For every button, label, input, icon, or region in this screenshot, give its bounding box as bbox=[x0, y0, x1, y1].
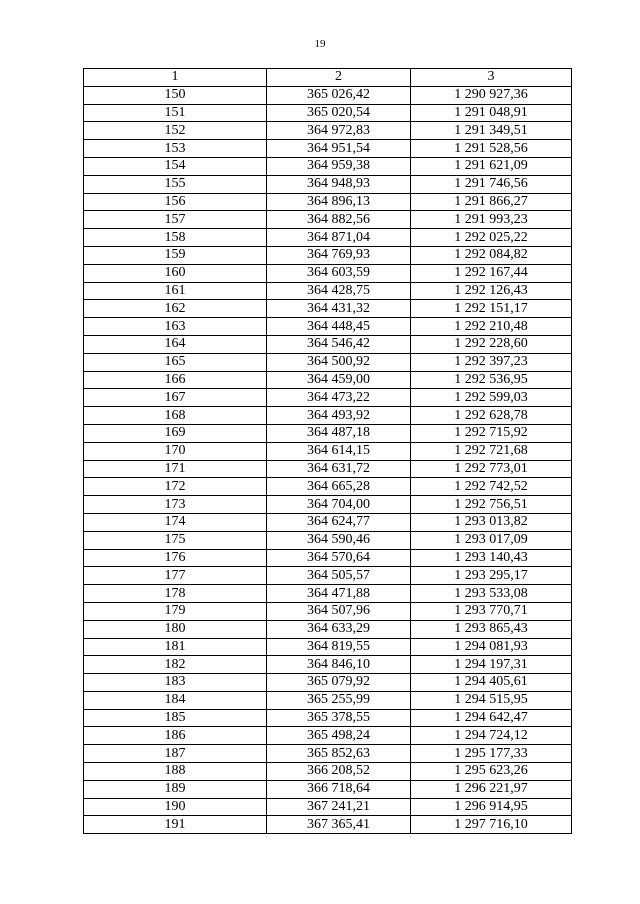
y-coordinate-cell: 1 292 025,22 bbox=[411, 229, 572, 247]
y-coordinate-cell: 1 292 397,23 bbox=[411, 353, 572, 371]
table-row bbox=[84, 300, 572, 318]
x-coordinate-cell: 364 471,88 bbox=[267, 585, 411, 603]
table-row bbox=[84, 763, 572, 781]
x-coordinate-cell: 367 365,41 bbox=[267, 816, 411, 834]
table-row bbox=[84, 460, 572, 478]
y-coordinate-cell: 1 294 515,95 bbox=[411, 691, 572, 709]
y-coordinate-cell: 1 293 013,82 bbox=[411, 513, 572, 531]
point-number-cell: 184 bbox=[84, 691, 267, 709]
point-number-cell: 170 bbox=[84, 442, 267, 460]
x-coordinate-cell: 364 507,96 bbox=[267, 602, 411, 620]
table-row bbox=[84, 478, 572, 496]
table-row bbox=[84, 620, 572, 638]
y-coordinate-cell: 1 292 628,78 bbox=[411, 407, 572, 425]
x-coordinate-cell: 364 972,83 bbox=[267, 122, 411, 140]
point-number-cell: 181 bbox=[84, 638, 267, 656]
table-row bbox=[84, 282, 572, 300]
y-coordinate-cell: 1 294 642,47 bbox=[411, 709, 572, 727]
point-number-cell: 169 bbox=[84, 424, 267, 442]
x-coordinate-cell: 364 624,77 bbox=[267, 513, 411, 531]
y-coordinate-cell: 1 293 533,08 bbox=[411, 585, 572, 603]
y-coordinate-cell: 1 292 599,03 bbox=[411, 389, 572, 407]
point-number-cell: 177 bbox=[84, 567, 267, 585]
x-coordinate-cell: 364 500,92 bbox=[267, 353, 411, 371]
x-coordinate-cell: 365 852,63 bbox=[267, 745, 411, 763]
table-row bbox=[84, 389, 572, 407]
y-coordinate-cell: 1 292 742,52 bbox=[411, 478, 572, 496]
y-coordinate-cell: 1 292 773,01 bbox=[411, 460, 572, 478]
table-row bbox=[84, 513, 572, 531]
point-number-cell: 190 bbox=[84, 798, 267, 816]
table-row bbox=[84, 104, 572, 122]
point-number-cell: 156 bbox=[84, 193, 267, 211]
y-coordinate-cell: 1 291 746,56 bbox=[411, 175, 572, 193]
x-coordinate-cell: 365 079,92 bbox=[267, 674, 411, 692]
x-coordinate-cell: 366 208,52 bbox=[267, 763, 411, 781]
point-number-cell: 150 bbox=[84, 86, 267, 104]
x-coordinate-cell: 364 769,93 bbox=[267, 246, 411, 264]
table-row bbox=[84, 798, 572, 816]
x-coordinate-cell: 365 498,24 bbox=[267, 727, 411, 745]
table-row bbox=[84, 674, 572, 692]
x-coordinate-cell: 364 448,45 bbox=[267, 318, 411, 336]
y-coordinate-cell: 1 293 295,17 bbox=[411, 567, 572, 585]
y-coordinate-cell: 1 296 914,95 bbox=[411, 798, 572, 816]
point-number-cell: 179 bbox=[84, 602, 267, 620]
y-coordinate-cell: 1 293 865,43 bbox=[411, 620, 572, 638]
x-coordinate-cell: 364 819,55 bbox=[267, 638, 411, 656]
point-number-cell: 151 bbox=[84, 104, 267, 122]
x-coordinate-cell: 364 882,56 bbox=[267, 211, 411, 229]
x-coordinate-cell: 364 473,22 bbox=[267, 389, 411, 407]
coordinates-table bbox=[83, 68, 572, 834]
point-number-cell: 186 bbox=[84, 727, 267, 745]
table-row bbox=[84, 353, 572, 371]
x-coordinate-cell: 364 871,04 bbox=[267, 229, 411, 247]
x-coordinate-cell: 364 631,72 bbox=[267, 460, 411, 478]
y-coordinate-cell: 1 293 017,09 bbox=[411, 531, 572, 549]
y-coordinate-cell: 1 292 715,92 bbox=[411, 424, 572, 442]
point-number-cell: 158 bbox=[84, 229, 267, 247]
y-coordinate-cell: 1 294 081,93 bbox=[411, 638, 572, 656]
table-row bbox=[84, 318, 572, 336]
table-header-row bbox=[84, 69, 572, 87]
y-coordinate-cell: 1 292 167,44 bbox=[411, 264, 572, 282]
table-row bbox=[84, 727, 572, 745]
y-coordinate-cell: 1 292 721,68 bbox=[411, 442, 572, 460]
y-coordinate-cell: 1 297 716,10 bbox=[411, 816, 572, 834]
x-coordinate-cell: 364 603,59 bbox=[267, 264, 411, 282]
x-coordinate-cell: 365 378,55 bbox=[267, 709, 411, 727]
point-number-cell: 171 bbox=[84, 460, 267, 478]
y-coordinate-cell: 1 295 623,26 bbox=[411, 763, 572, 781]
table-row bbox=[84, 780, 572, 798]
table-row bbox=[84, 531, 572, 549]
point-number-cell: 159 bbox=[84, 246, 267, 264]
x-coordinate-cell: 364 505,57 bbox=[267, 567, 411, 585]
y-coordinate-cell: 1 293 140,43 bbox=[411, 549, 572, 567]
point-number-cell: 155 bbox=[84, 175, 267, 193]
point-number-cell: 152 bbox=[84, 122, 267, 140]
table-row bbox=[84, 656, 572, 674]
table-row bbox=[84, 816, 572, 834]
y-coordinate-cell: 1 292 756,51 bbox=[411, 496, 572, 514]
table-row bbox=[84, 140, 572, 158]
y-coordinate-cell: 1 291 528,56 bbox=[411, 140, 572, 158]
x-coordinate-cell: 364 431,32 bbox=[267, 300, 411, 318]
x-coordinate-cell: 365 020,54 bbox=[267, 104, 411, 122]
x-coordinate-cell: 364 459,00 bbox=[267, 371, 411, 389]
x-coordinate-cell: 365 255,99 bbox=[267, 691, 411, 709]
y-coordinate-cell: 1 291 349,51 bbox=[411, 122, 572, 140]
x-coordinate-cell: 364 570,64 bbox=[267, 549, 411, 567]
y-coordinate-cell: 1 292 126,43 bbox=[411, 282, 572, 300]
y-coordinate-cell: 1 291 993,23 bbox=[411, 211, 572, 229]
x-coordinate-cell: 364 665,28 bbox=[267, 478, 411, 496]
point-number-cell: 154 bbox=[84, 157, 267, 175]
y-coordinate-cell: 1 292 151,17 bbox=[411, 300, 572, 318]
point-number-cell: 175 bbox=[84, 531, 267, 549]
table-row bbox=[84, 211, 572, 229]
column-header-1: 1 bbox=[84, 69, 267, 87]
y-coordinate-cell: 1 291 048,91 bbox=[411, 104, 572, 122]
table-row bbox=[84, 567, 572, 585]
y-coordinate-cell: 1 290 927,36 bbox=[411, 86, 572, 104]
point-number-cell: 162 bbox=[84, 300, 267, 318]
x-coordinate-cell: 364 951,54 bbox=[267, 140, 411, 158]
table-row bbox=[84, 335, 572, 353]
table-row bbox=[84, 709, 572, 727]
y-coordinate-cell: 1 296 221,97 bbox=[411, 780, 572, 798]
y-coordinate-cell: 1 292 228,60 bbox=[411, 335, 572, 353]
table-row bbox=[84, 585, 572, 603]
table-row bbox=[84, 424, 572, 442]
point-number-cell: 167 bbox=[84, 389, 267, 407]
x-coordinate-cell: 367 241,21 bbox=[267, 798, 411, 816]
x-coordinate-cell: 364 633,29 bbox=[267, 620, 411, 638]
x-coordinate-cell: 364 896,13 bbox=[267, 193, 411, 211]
point-number-cell: 183 bbox=[84, 674, 267, 692]
table-row bbox=[84, 86, 572, 104]
point-number-cell: 168 bbox=[84, 407, 267, 425]
y-coordinate-cell: 1 293 770,71 bbox=[411, 602, 572, 620]
point-number-cell: 187 bbox=[84, 745, 267, 763]
x-coordinate-cell: 365 026,42 bbox=[267, 86, 411, 104]
point-number-cell: 166 bbox=[84, 371, 267, 389]
y-coordinate-cell: 1 294 724,12 bbox=[411, 727, 572, 745]
point-number-cell: 157 bbox=[84, 211, 267, 229]
column-header-2: 2 bbox=[267, 69, 411, 87]
page-number: 19 bbox=[314, 38, 326, 50]
table-body bbox=[84, 86, 572, 833]
table-row bbox=[84, 691, 572, 709]
table-row bbox=[84, 122, 572, 140]
table-row bbox=[84, 157, 572, 175]
x-coordinate-cell: 364 614,15 bbox=[267, 442, 411, 460]
point-number-cell: 153 bbox=[84, 140, 267, 158]
table-row bbox=[84, 193, 572, 211]
x-coordinate-cell: 364 493,92 bbox=[267, 407, 411, 425]
point-number-cell: 182 bbox=[84, 656, 267, 674]
table-row bbox=[84, 549, 572, 567]
table-row bbox=[84, 175, 572, 193]
y-coordinate-cell: 1 294 197,31 bbox=[411, 656, 572, 674]
point-number-cell: 188 bbox=[84, 763, 267, 781]
point-number-cell: 163 bbox=[84, 318, 267, 336]
point-number-cell: 174 bbox=[84, 513, 267, 531]
y-coordinate-cell: 1 291 621,09 bbox=[411, 157, 572, 175]
point-number-cell: 173 bbox=[84, 496, 267, 514]
x-coordinate-cell: 364 590,46 bbox=[267, 531, 411, 549]
table-row bbox=[84, 229, 572, 247]
point-number-cell: 160 bbox=[84, 264, 267, 282]
y-coordinate-cell: 1 294 405,61 bbox=[411, 674, 572, 692]
point-number-cell: 164 bbox=[84, 335, 267, 353]
table-row bbox=[84, 264, 572, 282]
x-coordinate-cell: 364 959,38 bbox=[267, 157, 411, 175]
table-row bbox=[84, 442, 572, 460]
point-number-cell: 180 bbox=[84, 620, 267, 638]
table-row bbox=[84, 246, 572, 264]
table-row bbox=[84, 745, 572, 763]
y-coordinate-cell: 1 292 210,48 bbox=[411, 318, 572, 336]
table-row bbox=[84, 602, 572, 620]
x-coordinate-cell: 366 718,64 bbox=[267, 780, 411, 798]
point-number-cell: 176 bbox=[84, 549, 267, 567]
table-row bbox=[84, 407, 572, 425]
column-header-3: 3 bbox=[411, 69, 572, 87]
y-coordinate-cell: 1 291 866,27 bbox=[411, 193, 572, 211]
point-number-cell: 172 bbox=[84, 478, 267, 496]
point-number-cell: 185 bbox=[84, 709, 267, 727]
x-coordinate-cell: 364 948,93 bbox=[267, 175, 411, 193]
point-number-cell: 178 bbox=[84, 585, 267, 603]
y-coordinate-cell: 1 292 084,82 bbox=[411, 246, 572, 264]
y-coordinate-cell: 1 295 177,33 bbox=[411, 745, 572, 763]
point-number-cell: 165 bbox=[84, 353, 267, 371]
x-coordinate-cell: 364 428,75 bbox=[267, 282, 411, 300]
point-number-cell: 191 bbox=[84, 816, 267, 834]
table-row bbox=[84, 496, 572, 514]
x-coordinate-cell: 364 546,42 bbox=[267, 335, 411, 353]
table-row bbox=[84, 638, 572, 656]
y-coordinate-cell: 1 292 536,95 bbox=[411, 371, 572, 389]
point-number-cell: 189 bbox=[84, 780, 267, 798]
x-coordinate-cell: 364 487,18 bbox=[267, 424, 411, 442]
x-coordinate-cell: 364 704,00 bbox=[267, 496, 411, 514]
x-coordinate-cell: 364 846,10 bbox=[267, 656, 411, 674]
table-row bbox=[84, 371, 572, 389]
point-number-cell: 161 bbox=[84, 282, 267, 300]
